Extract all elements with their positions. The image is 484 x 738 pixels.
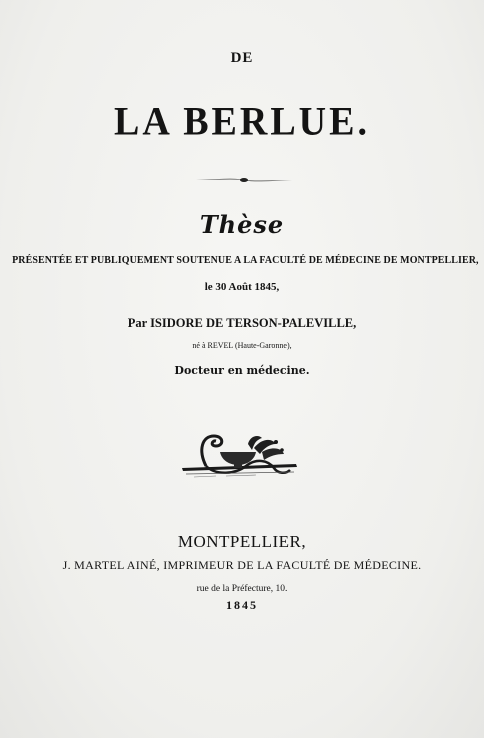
page-title: LA BERLUE. [114,99,370,145]
imprint-year: 1845 [226,598,258,612]
birthplace-line: né à REVEL (Haute-Garonne), [192,341,292,350]
degree-line: Docteur en médecine. [174,364,310,377]
imprint-address: rue de la Préfecture, 10. [196,584,288,594]
imprint-printer: J. MARTEL AINÉ, IMPRIMEUR DE LA FACULTÉ DE MÉDECINE. [62,558,422,572]
caduceus-vignette-icon [176,430,302,486]
presentation-line: PRÉSENTÉE ET PUBLIQUEMENT SOUTENUE A LA FACULTÉ DE MÉDECINE DE MONTPELLIER, [12,255,479,266]
heading-de: DE [230,50,254,66]
imprint-city: MONTPELLIER, [177,532,307,551]
document-type: Thèse [199,210,285,239]
author-line: Par ISIDORE DE TERSON-PALEVILLE, [127,316,357,330]
ornamental-rule-icon [0,171,484,179]
defense-date: le 30 Août 1845, [204,281,280,293]
